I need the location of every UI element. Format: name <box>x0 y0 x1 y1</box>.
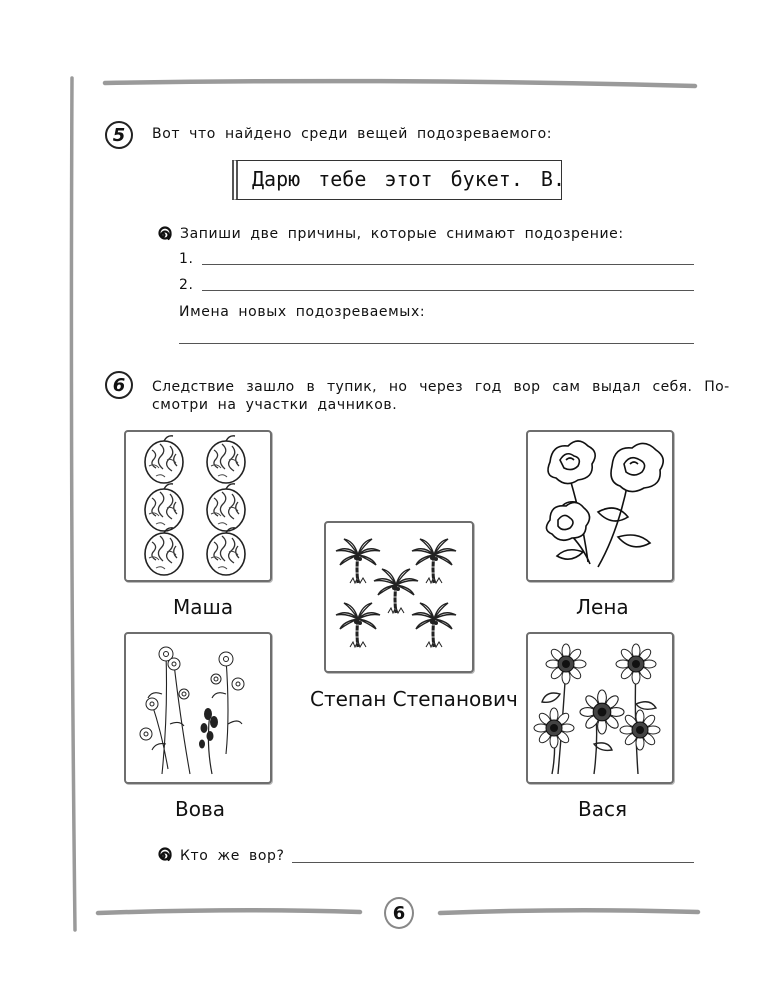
plot-stepan-image <box>324 521 474 673</box>
plot-stepan-name: Степан Степанович <box>310 687 518 711</box>
found-note-text: Дарю тебе этот букет. В. <box>252 167 565 191</box>
answer-label-1: 1. <box>179 251 194 267</box>
plot-vasya-image <box>526 632 674 784</box>
plot-lena-name: Лена <box>576 595 629 619</box>
plot-vasya-name: Вася <box>578 797 628 821</box>
found-note <box>232 160 565 200</box>
task6-text-line1: Следствие зашло в тупик, но через год вор сам выдал себя. По- <box>152 379 730 395</box>
answer-label-2: 2. <box>179 277 194 293</box>
answer-line-1[interactable] <box>202 264 694 265</box>
plot-masha-name: Маша <box>173 595 234 619</box>
plot-masha-image <box>124 430 272 582</box>
task5-instruction: Запиши две причины, которые снимают подозрение: <box>180 226 624 242</box>
names-label: Имена новых подозреваемых: <box>179 304 426 320</box>
page-number: 6 <box>384 897 414 929</box>
task5-number: 5 <box>105 121 133 149</box>
thief-answer-line[interactable] <box>292 862 694 863</box>
plot-lena-image <box>526 430 674 582</box>
task6-text-line2: смотри на участки дачников. <box>152 397 398 413</box>
plot-vova-image <box>124 632 272 784</box>
task5-intro: Вот что найдено среди вещей подозреваемого: <box>152 126 553 142</box>
names-line[interactable] <box>179 343 694 344</box>
answer-line-2[interactable] <box>202 290 694 291</box>
thief-question: Кто же вор? <box>180 848 285 864</box>
task6-number: 6 <box>105 371 133 399</box>
spiral-icon <box>152 224 174 246</box>
spiral-icon <box>152 845 174 867</box>
plot-vova-name: Вова <box>175 797 225 821</box>
